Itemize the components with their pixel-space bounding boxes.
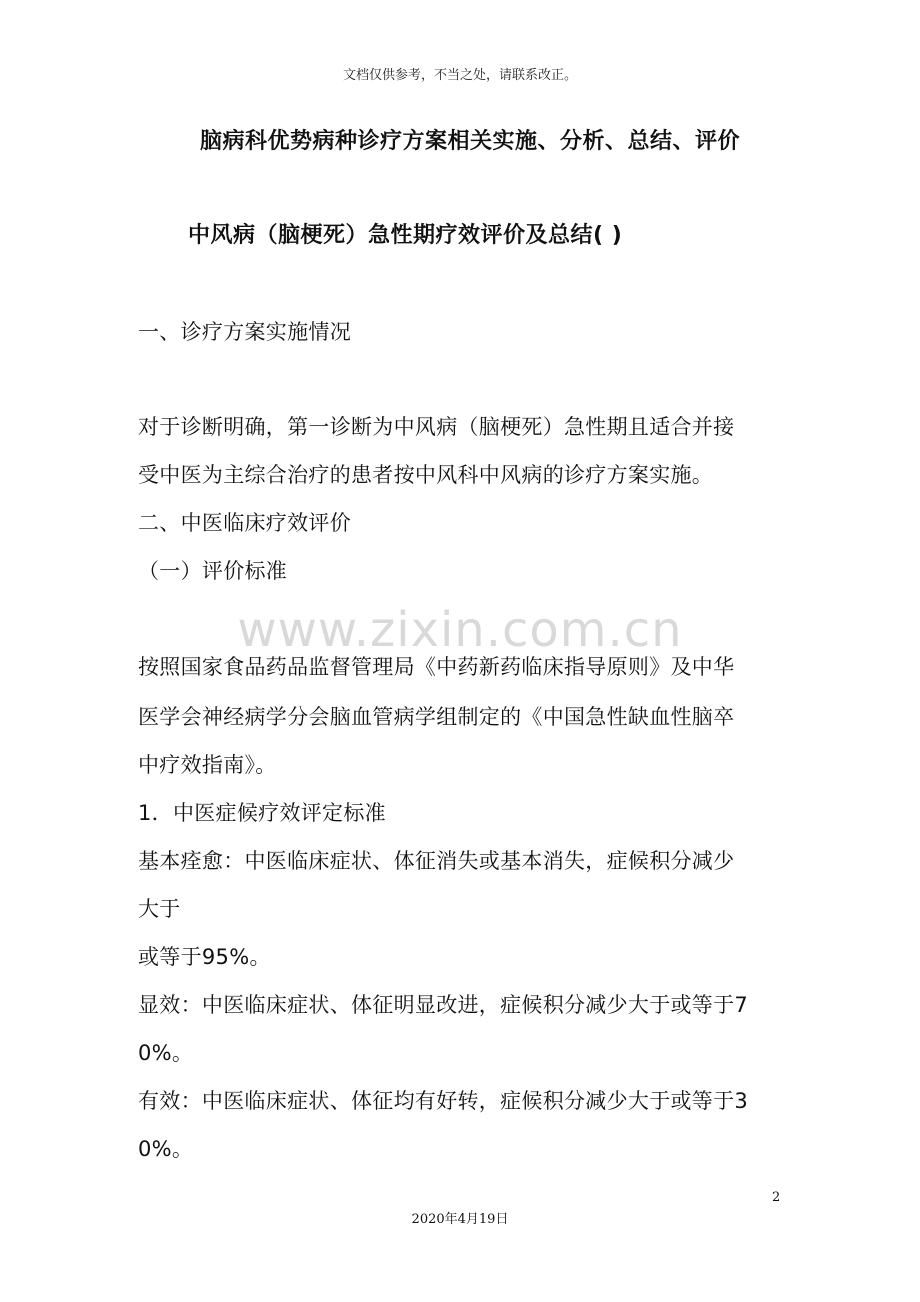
paragraph-line: 基本痊愈：中医临床症状、体征消失或基本消失，症候积分减少 [138,849,735,873]
subsection-heading: （一）评价标准 [138,559,288,583]
paragraph-line: 或等于95%。 [138,945,271,969]
watermark: www.zixin.com.cn [237,602,683,658]
document-subtitle: 中风病（脑梗死）急性期疗效评价及总结( ) [188,223,623,248]
paragraph-line: 0%。 [138,1041,194,1065]
numbered-heading: 1．中医症候疗效评定标准 [138,801,386,825]
page-number: 2 [772,1190,781,1205]
paragraph-line: 中疗效指南》。 [138,753,277,777]
paragraph-line: 按照国家食品药品监督管理局《中药新药临床指导原则》及中华 [138,655,735,679]
section-heading: 一、诊疗方案实施情况 [138,320,351,344]
section-heading: 二、中医临床疗效评价 [138,511,351,535]
header-note: 文档仅供参考，不当之处，请联系改正。 [342,68,577,83]
paragraph-line: 大于 [138,897,181,921]
paragraph-line: 对于诊断明确，第一诊断为中风病（脑梗死）急性期且适合并接 [138,415,735,439]
paragraph-line: 0%。 [138,1137,194,1161]
footer-date: 2020年4月19日 [411,1212,509,1227]
paragraph-line: 医学会神经病学分会脑血管病学组制定的《中国急性缺血性脑卒 [138,705,735,729]
paragraph-line: 受中医为主综合治疗的患者按中风科中风病的诊疗方案实施。 [138,463,714,487]
paragraph-line: 显效：中医临床症状、体征明显改进，症候积分减少大于或等于7 [138,993,749,1017]
paragraph-line: 有效：中医临床症状、体征均有好转，症候积分减少大于或等于3 [138,1089,749,1113]
document-title: 脑病科优势病种诊疗方案相关实施、分析、总结、评价 [200,129,741,154]
